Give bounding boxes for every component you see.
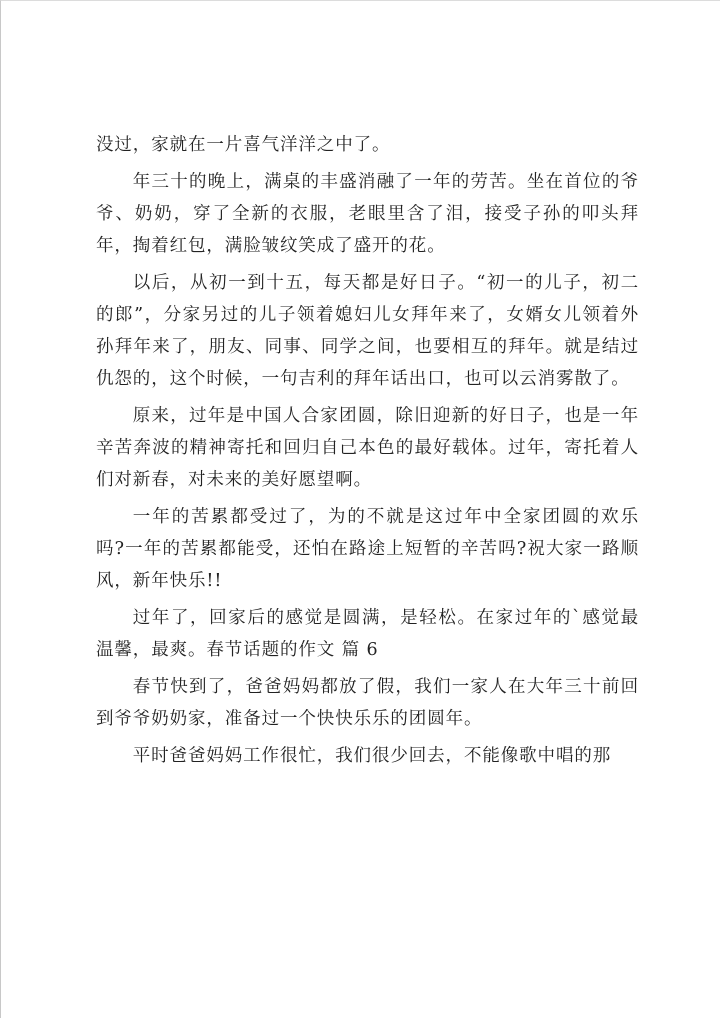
- paragraph: 一年的苦累都受过了，为的不就是这过年中全家团圆的欢乐吗?一年的苦累都能受，还怕在路途上短暂的辛苦吗?祝大家一路顺风，新年快乐!!: [96, 507, 639, 591]
- paragraph: 春节快到了，爸爸妈妈都放了假，我们一家人在大年三十前回到爷爷奶奶家，准备过一个快快乐乐的团圆年。: [96, 677, 639, 729]
- paragraph: 原来，过年是中国人合家团圆，除旧迎新的好日子，也是一年辛苦奔波的精神寄托和回归自己本色的最好载体。过年，寄托着人们对新春，对未来的美好愿望啊。: [96, 406, 639, 490]
- paragraph: 年三十的晚上，满桌的丰盛消融了一年的劳苦。坐在首位的爷爷、奶奶，穿了全新的衣服，老眼里含了泪，接受子孙的叩头拜年，掏着红包，满脸皱纹笑成了盛开的花。: [96, 172, 639, 256]
- paragraph: 没过，家就在一片喜气洋洋之中了。: [96, 135, 391, 155]
- paragraph: 过年了，回家后的感觉是圆满，是轻松。在家过年的`感觉最温馨，最爽。春节话题的作文 篇 6: [96, 608, 639, 660]
- document-body: [96, 129, 639, 777]
- paragraph: 平时爸爸妈妈工作很忙，我们很少回去，不能像歌中唱的那: [132, 746, 612, 766]
- paragraph: 以后，从初一到十五，每天都是好日子。“初一的儿子，初二的郎”，分家另过的儿子领着媳妇儿女拜年来了，女婿女儿领着外孙拜年来了，朋友、同事、同学之间，也要相互的拜年。就是结过仇怨的，这个时候，一句吉利的拜年话出口，也可以云消雾散了。: [96, 273, 639, 389]
